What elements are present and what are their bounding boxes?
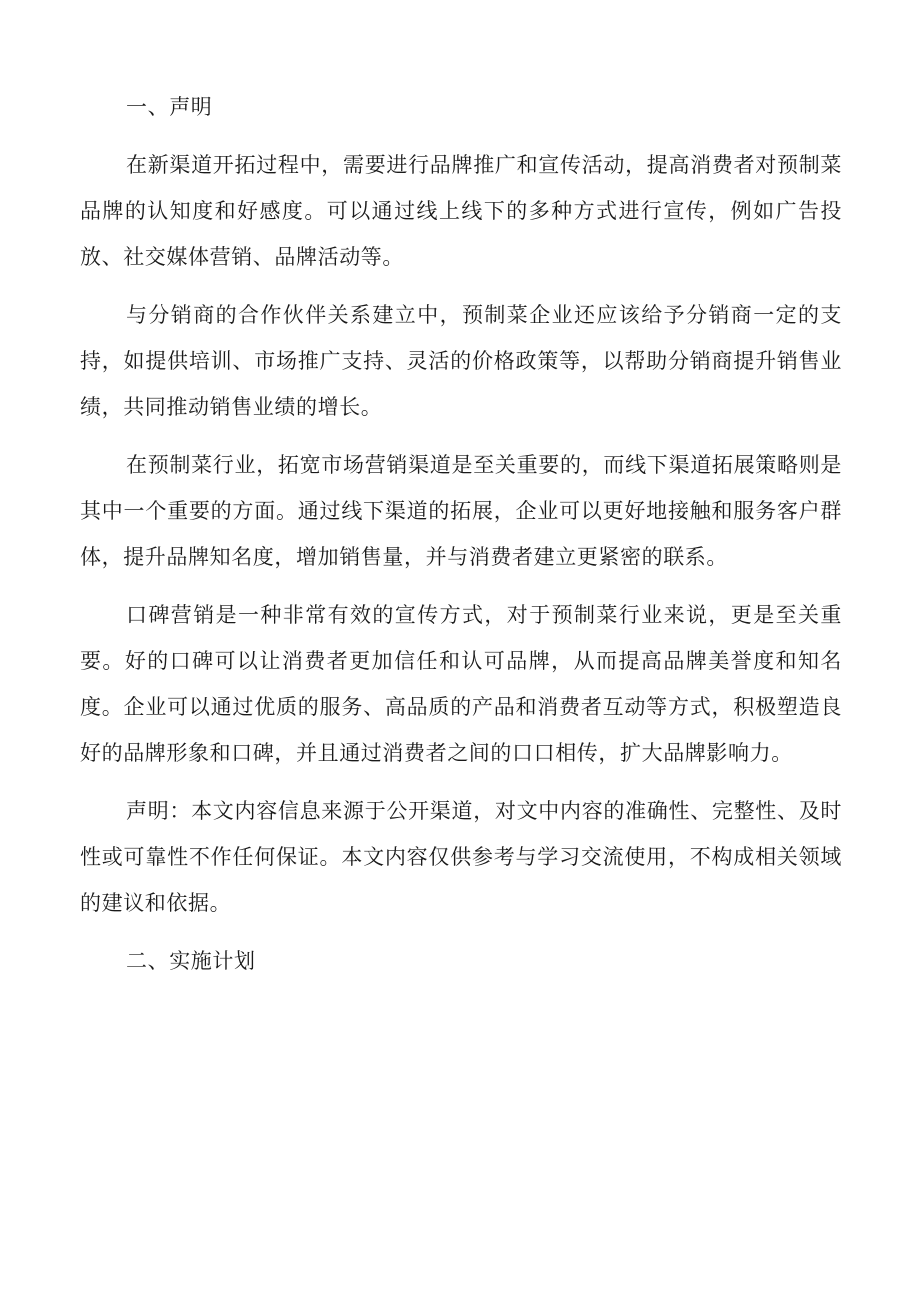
paragraph-distributor-support: 与分销商的合作伙伴关系建立中，预制菜企业还应该给予分销商一定的支持，如提供培训、市场推广支持、灵活的价格政策等，以帮助分销商提升销售业绩，共同推动销售业绩的增长。 — [80, 303, 842, 419]
section-heading-implementation-plan: 二、实施计划 — [126, 949, 256, 973]
paragraph-offline-channels: 在预制菜行业，拓宽市场营销渠道是至关重要的，而线下渠道拓展策略则是其中一个重要的方面。通过线下渠道的拓展，企业可以更好地接触和服务客户群体，提升品牌知名度，增加销售量，并与消费者建立更紧密的联系。 — [80, 453, 842, 569]
paragraph-brand-promotion: 在新渠道开拓过程中，需要进行品牌推广和宣传活动，提高消费者对预制菜品牌的认知度和好感度。可以通过线上线下的多种方式进行宣传，例如广告投放、社交媒体营销、品牌活动等。 — [80, 153, 842, 269]
section-heading-declaration: 一、声明 — [126, 95, 213, 119]
paragraph-disclaimer: 声明：本文内容信息来源于公开渠道，对文中内容的准确性、完整性、及时性或可靠性不作任何保证。本文内容仅供参考与学习交流使用，不构成相关领域的建议和依据。 — [80, 799, 842, 915]
paragraph-word-of-mouth: 口碑营销是一种非常有效的宣传方式，对于预制菜行业来说，更是至关重要。好的口碑可以让消费者更加信任和认可品牌，从而提高品牌美誉度和知名度。企业可以通过优质的服务、高品质的产品和消费者互动等方式，积极塑造良好的品牌形象和口碑，并且通过消费者之间的口口相传，扩大品牌影响力。 — [80, 603, 842, 765]
document-body — [80, 84, 842, 996]
